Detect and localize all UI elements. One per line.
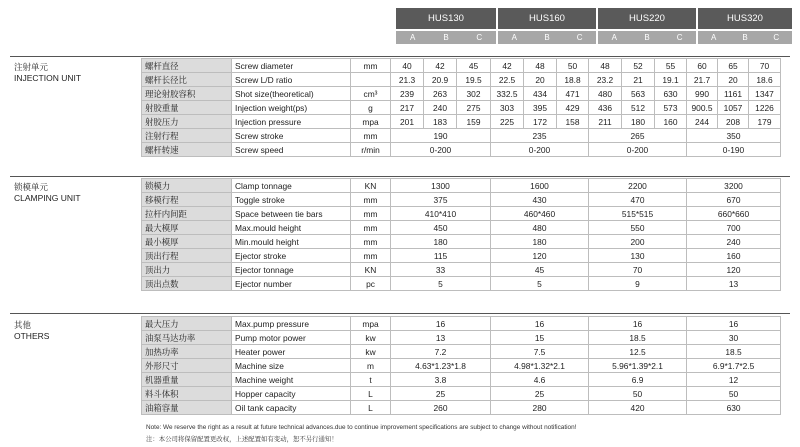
spec-value: 18.5 [687,345,781,359]
param-unit: mpa [351,115,391,129]
spec-row [142,249,781,263]
spec-row [142,143,781,157]
spec-value: 225 [491,115,524,129]
param-name-en: Ejector tonnage [232,263,351,277]
spec-value: 235 [491,129,589,143]
spec-value: 7.5 [491,345,589,359]
spec-value: 172 [524,115,557,129]
param-name-cn: 注射行程 [142,129,232,143]
param-unit: L [351,401,391,415]
spec-value: 60 [687,59,718,73]
param-name-en: Shot size(theoretical) [232,87,351,101]
spec-value: 208 [718,115,749,129]
param-name-cn: 外形尺寸 [142,359,232,373]
param-name-en: Min.mould height [232,235,351,249]
model-cols-hus130 [396,31,496,44]
spec-value: 22.5 [491,73,524,87]
spec-value: 21 [622,73,655,87]
col-letter: C [676,33,683,42]
spec-row [142,277,781,291]
param-name-en: Screw speed [232,143,351,157]
spec-value: 25 [391,387,491,401]
col-letter: C [476,33,483,42]
spec-value: 50 [589,387,687,401]
param-name-cn: 顶出点数 [142,277,232,291]
spec-row [142,129,781,143]
col-letter: B [544,33,550,42]
spec-value: 512 [622,101,655,115]
param-name-cn: 锁模力 [142,179,232,193]
spec-value: 1161 [718,87,749,101]
spec-row [142,345,781,359]
spec-value: 375 [391,193,491,207]
param-unit: cm³ [351,87,391,101]
param-name-cn: 射胶重量 [142,101,232,115]
spec-value: 5.96*1.39*2.1 [589,359,687,373]
param-name-cn: 拉杆内间距 [142,207,232,221]
spec-value: 19.1 [655,73,687,87]
spec-value: 265 [589,129,687,143]
param-unit: g [351,101,391,115]
spec-row [142,207,781,221]
section-divider [10,313,790,314]
spec-row [142,115,781,129]
param-unit: r/min [351,143,391,157]
spec-value: 1300 [391,179,491,193]
spec-value: 303 [491,101,524,115]
spec-value: 130 [589,249,687,263]
spec-table-others [141,316,781,415]
spec-value: 263 [424,87,457,101]
param-name-cn: 理论射胶容积 [142,87,232,101]
spec-value: 990 [687,87,718,101]
spec-value: 211 [589,115,622,129]
spec-value: 0-190 [687,143,781,157]
spec-value: 159 [457,115,491,129]
spec-row [142,73,781,87]
param-name-en: Max.pump pressure [232,317,351,331]
param-name-en: Injection weight(ps) [232,101,351,115]
spec-value: 160 [655,115,687,129]
spec-value: 630 [687,401,781,415]
spec-value: 1057 [718,101,749,115]
param-name-en: Screw diameter [232,59,351,73]
param-unit: KN [351,263,391,277]
spec-value: 40 [391,59,424,73]
param-name-cn: 最大压力 [142,317,232,331]
col-letter: A [710,33,717,42]
param-unit: mm [351,207,391,221]
model-header-hus130: HUS130 [396,8,496,29]
spec-value: 280 [491,401,589,415]
spec-value: 12.5 [589,345,687,359]
spec-row [142,263,781,277]
spec-value: 471 [557,87,589,101]
spec-row [142,235,781,249]
spec-value: 16 [491,317,589,331]
spec-value: 450 [391,221,491,235]
spec-value: 1600 [491,179,589,193]
param-name-en: Machine size [232,359,351,373]
section-title-clamping: 锁模单元 CLAMPING UNIT [14,182,81,203]
spec-value: 6.9*1.7*2.5 [687,359,781,373]
spec-value: 670 [687,193,781,207]
param-unit: mm [351,193,391,207]
param-unit: kw [351,345,391,359]
model-cols-hus160 [498,31,596,44]
spec-value: 160 [687,249,781,263]
param-name-en: Screw L/D ratio [232,73,351,87]
model-cols-hus320 [698,31,792,44]
spec-value: 240 [424,101,457,115]
model-header-hus160: HUS160 [498,8,596,29]
spec-table-clamping [141,178,781,291]
spec-value: 183 [424,115,457,129]
spec-value: 16 [687,317,781,331]
param-unit: m [351,359,391,373]
spec-value: 30 [687,331,781,345]
spec-value: 23.2 [589,73,622,87]
param-name-cn: 移模行程 [142,193,232,207]
spec-value: 410*410 [391,207,491,221]
spec-value: 21.3 [391,73,424,87]
model-cols-hus220 [598,31,696,44]
spec-value: 4.63*1.23*1.8 [391,359,491,373]
spec-value: 3.8 [391,373,491,387]
spec-value: 70 [589,263,687,277]
param-unit: mm [351,59,391,73]
spec-value: 332.5 [491,87,524,101]
spec-row [142,317,781,331]
spec-value: 20 [524,73,557,87]
section-divider [10,56,790,57]
spec-value: 260 [391,401,491,415]
spec-value: 19.5 [457,73,491,87]
spec-value: 2200 [589,179,687,193]
param-name-cn: 最大模厚 [142,221,232,235]
spec-value: 5 [491,277,589,291]
spec-value: 42 [424,59,457,73]
spec-value: 1347 [749,87,781,101]
spec-value: 4.98*1.32*2.1 [491,359,589,373]
spec-row [142,101,781,115]
param-name-en: Oil tank capacity [232,401,351,415]
spec-value: 700 [687,221,781,235]
spec-value: 18.5 [589,331,687,345]
spec-value: 13 [391,331,491,345]
spec-value: 3200 [687,179,781,193]
param-name-cn: 料斗体积 [142,387,232,401]
spec-value: 158 [557,115,589,129]
spec-value: 179 [749,115,781,129]
spec-row [142,87,781,101]
spec-value: 115 [391,249,491,263]
spec-value: 900.5 [687,101,718,115]
spec-table-injection [141,58,781,157]
param-name-cn: 最小模厚 [142,235,232,249]
spec-value: 573 [655,101,687,115]
param-unit: mm [351,129,391,143]
spec-value: 460*460 [491,207,589,221]
param-name-en: Heater power [232,345,351,359]
footnote-en: Note: We reserve the right as a result at future technical advances.due to continue improvement specifications are subject to change without notification! [146,424,577,431]
spec-value: 430 [491,193,589,207]
spec-row [142,373,781,387]
spec-value: 429 [557,101,589,115]
spec-value: 42 [491,59,524,73]
spec-value: 50 [687,387,781,401]
col-letter: C [773,33,780,42]
section-title-others: 其他 OTHERS [14,320,50,341]
spec-value: 18.8 [557,73,589,87]
param-unit: kw [351,331,391,345]
spec-value: 240 [687,235,781,249]
spec-value: 5 [391,277,491,291]
param-name-cn: 油箱容量 [142,401,232,415]
spec-row [142,359,781,373]
spec-value: 45 [457,59,491,73]
spec-value: 180 [491,235,589,249]
param-name-cn: 螺杆转速 [142,143,232,157]
spec-row [142,331,781,345]
param-name-cn: 射胶压力 [142,115,232,129]
spec-value: 395 [524,101,557,115]
spec-value: 190 [391,129,491,143]
col-letter: A [611,33,617,42]
col-letter: B [443,33,449,42]
spec-value: 0-200 [589,143,687,157]
param-name-cn: 油泵马达功率 [142,331,232,345]
section-title-injection: 注射单元 INJECTION UNIT [14,62,82,83]
spec-value: 20 [718,73,749,87]
param-name-cn: 顶出力 [142,263,232,277]
spec-value: 244 [687,115,718,129]
spec-value: 0-200 [391,143,491,157]
model-header-hus220: HUS220 [598,8,696,29]
spec-value: 65 [718,59,749,73]
spec-row [142,221,781,235]
model-header-hus320: HUS320 [698,8,792,29]
spec-value: 515*515 [589,207,687,221]
spec-value: 630 [655,87,687,101]
param-name-en: Space between tie bars [232,207,351,221]
param-name-en: Clamp tonnage [232,179,351,193]
param-name-en: Hopper capacity [232,387,351,401]
spec-row [142,401,781,415]
spec-value: 0-200 [491,143,589,157]
spec-value: 18.6 [749,73,781,87]
spec-row [142,193,781,207]
spec-row [142,179,781,193]
param-name-cn: 机器重量 [142,373,232,387]
spec-value: 21.7 [687,73,718,87]
spec-value: 9 [589,277,687,291]
spec-value: 239 [391,87,424,101]
param-name-cn: 顶出行程 [142,249,232,263]
spec-value: 550 [589,221,687,235]
param-unit: mm [351,235,391,249]
spec-value: 120 [491,249,589,263]
spec-value: 480 [491,221,589,235]
spec-value: 480 [589,87,622,101]
spec-value: 50 [557,59,589,73]
spec-row [142,59,781,73]
spec-value: 1226 [749,101,781,115]
param-name-en: Ejector stroke [232,249,351,263]
spec-value: 563 [622,87,655,101]
col-letter: B [742,33,748,42]
spec-value: 302 [457,87,491,101]
spec-value: 45 [491,263,589,277]
spec-value: 15 [491,331,589,345]
spec-value: 350 [687,129,781,143]
spec-value: 434 [524,87,557,101]
spec-value: 200 [589,235,687,249]
param-unit: mpa [351,317,391,331]
spec-value: 180 [622,115,655,129]
param-unit: mm [351,249,391,263]
param-unit [351,73,391,87]
param-name-cn: 螺杆直径 [142,59,232,73]
param-name-en: Max.mould height [232,221,351,235]
param-unit: t [351,373,391,387]
spec-value: 6.9 [589,373,687,387]
param-name-en: Ejector number [232,277,351,291]
param-name-en: Toggle stroke [232,193,351,207]
col-letter: A [511,33,517,42]
param-unit: mm [351,221,391,235]
col-letter: A [409,33,416,42]
col-letter: B [644,33,650,42]
param-name-en: Injection pressure [232,115,351,129]
param-name-cn: 螺杆长径比 [142,73,232,87]
spec-value: 48 [524,59,557,73]
spec-value: 70 [749,59,781,73]
spec-value: 436 [589,101,622,115]
param-unit: KN [351,179,391,193]
spec-value: 52 [622,59,655,73]
spec-value: 16 [589,317,687,331]
spec-value: 7.2 [391,345,491,359]
spec-value: 16 [391,317,491,331]
spec-value: 470 [589,193,687,207]
spec-value: 660*660 [687,207,781,221]
section-divider [10,176,790,177]
spec-value: 4.6 [491,373,589,387]
spec-value: 217 [391,101,424,115]
spec-value: 55 [655,59,687,73]
spec-value: 12 [687,373,781,387]
footnote-cn: 注：本公司将保留配置更改权，上述配置如有变动，恕不另行通知！ [146,436,338,443]
spec-value: 120 [687,263,781,277]
param-name-en: Machine weight [232,373,351,387]
spec-value: 180 [391,235,491,249]
param-name-en: Screw stroke [232,129,351,143]
param-name-en: Pump motor power [232,331,351,345]
spec-value: 20.9 [424,73,457,87]
spec-row [142,387,781,401]
spec-value: 25 [491,387,589,401]
spec-value: 48 [589,59,622,73]
spec-value: 201 [391,115,424,129]
col-letter: C [576,33,583,42]
spec-value: 420 [589,401,687,415]
spec-value: 13 [687,277,781,291]
param-unit: L [351,387,391,401]
param-name-cn: 加热功率 [142,345,232,359]
spec-value: 33 [391,263,491,277]
spec-value: 275 [457,101,491,115]
param-unit: pc [351,277,391,291]
